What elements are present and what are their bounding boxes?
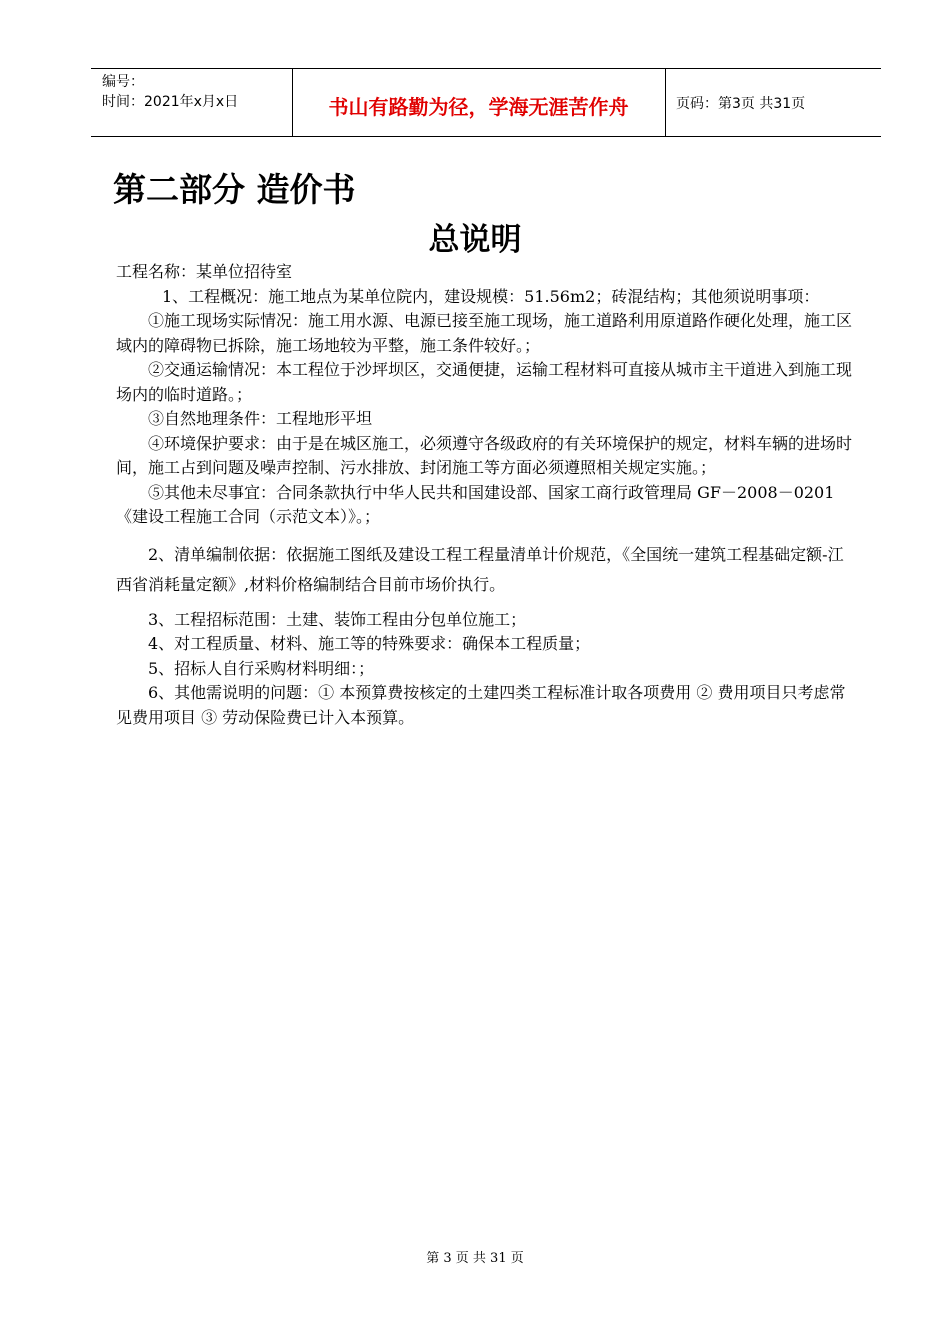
paragraph-other-matters: ⑤其他未尽事宜：合同条款执行中华人民共和国建设部、国家工商行政管理局 GF－2008－0201《建设工程施工合同（示范文本）》。； <box>116 482 835 526</box>
paragraph-materials: 5、招标人自行采购材料明细：； <box>148 658 375 678</box>
paragraph-scope: 3、工程招标范围：土建、装饰工程由分包单位施工； <box>148 609 527 629</box>
header-page-info: 页码：第3页 共31页 <box>676 96 806 112</box>
document-title: 总说明 <box>428 222 522 258</box>
paragraph-project-name: 工程名称：某单位招待室 <box>116 262 293 281</box>
header-middle-cell <box>292 69 666 136</box>
paragraph-basis: 2、清单编制依据：依据施工图纸及建设工程工程量清单计价规范，《全国统一建筑工程基础定额-江西省消耗量定额》,材料价格编制结合目前市场价执行。 <box>116 544 844 594</box>
header-right-cell <box>666 69 881 136</box>
paragraph-site-conditions: ①施工现场实际情况：施工用水源、电源已接至施工现场，施工道路利用原道路作硬化处理，施工区域内的障碍物已拆除，施工场地较为平整，施工条件较好。； <box>116 311 853 355</box>
paragraph-transport: ②交通运输情况：本工程位于沙坪坝区，交通便捷，运输工程材料可直接从城市主干道进入到施工现场内的临时道路。； <box>116 360 853 404</box>
part-title: 第二部分 造价书 <box>113 170 356 209</box>
document-body <box>116 260 856 730</box>
header-left-cell <box>91 69 293 136</box>
paragraph-other-issues: 6、其他需说明的问题：① 本预算费按核定的土建四类工程标准计取各项费用 ② 费用项目只考虑常见费用项目 ③ 劳动保险费已计入本预算。 <box>116 683 846 727</box>
page-footer: 第 3 页 共 31 页 <box>426 1251 524 1266</box>
paragraph-overview: 1、工程概况：施工地点为某单位院内，建设规模：51.56m2；砖混结构；其他须说明事项： <box>162 286 820 306</box>
paragraph-geography: ③自然地理条件：工程地形平坦 <box>148 409 373 428</box>
document-number-label: 编号： <box>102 74 144 90</box>
paragraph-quality: 4、对工程质量、材料、施工等的特殊要求：确保本工程质量； <box>148 634 591 653</box>
page-header <box>91 68 881 137</box>
header-motto: 书山有路勤为径，学海无涯苦作舟 <box>328 95 629 119</box>
document-time-label: 时间：2021年x月x日 <box>102 94 239 110</box>
paragraph-environment: ④环境保护要求：由于是在城区施工，必须遵守各级政府的有关环境保护的规定，材料车辆的进场时间，施工占到问题及噪声控制、污水排放、封闭施工等方面必须遵照相关规定实施。； <box>116 433 853 477</box>
